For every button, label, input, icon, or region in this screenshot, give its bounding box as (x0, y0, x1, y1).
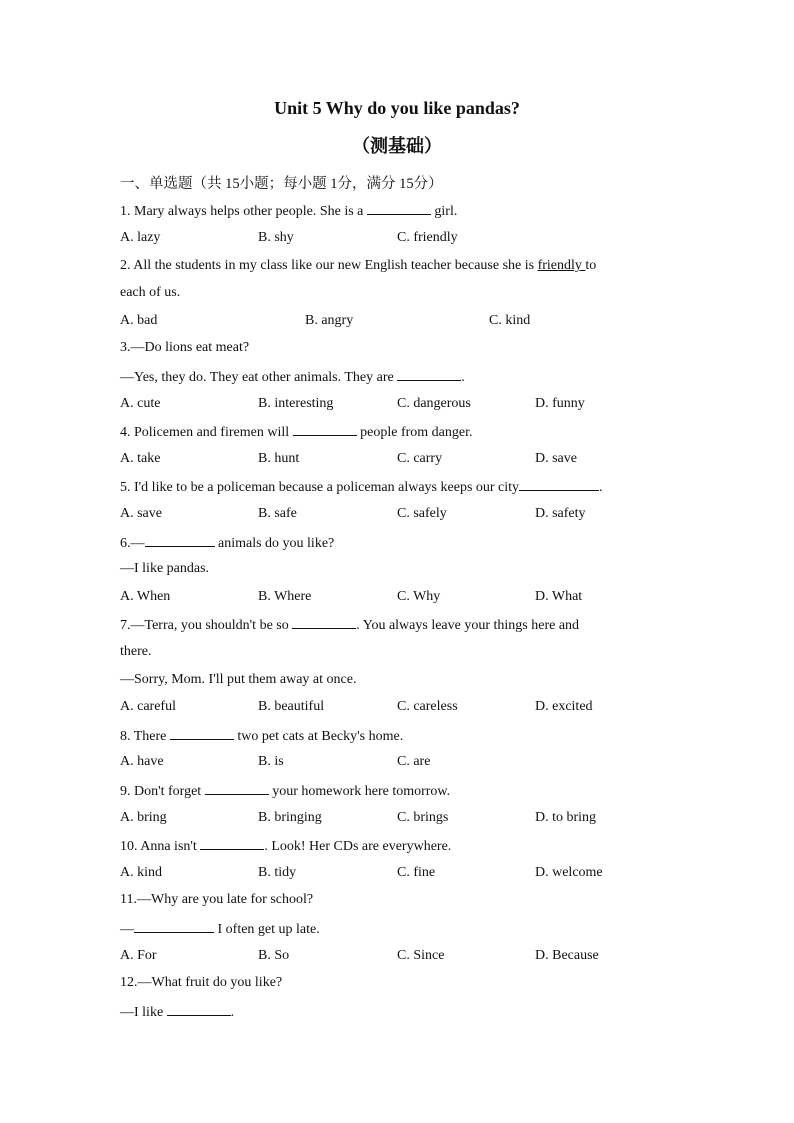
answer-blank (292, 616, 356, 629)
question-7: 7.—Terra, you shouldn't be so . You always leave your things here and (120, 618, 580, 633)
option-d: D. welcome (535, 865, 603, 880)
option-b: B. So (258, 948, 290, 963)
question-3: 3.—Do lions eat meat? (120, 340, 250, 355)
option-c: C. careless (397, 699, 458, 714)
answer-blank (170, 727, 234, 740)
question-12-reply: —I like . (120, 1005, 235, 1020)
option-d: D. excited (535, 699, 593, 714)
answer-blank (167, 1003, 231, 1016)
option-a: A. When (120, 589, 171, 604)
option-a: A. For (120, 948, 157, 963)
question-6: 6.— animals do you like? (120, 536, 335, 551)
option-d: D. Because (535, 948, 599, 963)
answer-blank (145, 534, 215, 547)
underlined-word: friendly (537, 258, 586, 273)
answer-blank (205, 782, 269, 795)
option-b: B. interesting (258, 396, 334, 411)
page-subtitle: （测基础） (352, 136, 442, 156)
question-11: 11.—Why are you late for school? (120, 892, 314, 907)
question-10: 10. Anna isn't . Look! Her CDs are everywhere. (120, 839, 452, 854)
page-title: Unit 5 Why do you like pandas? (274, 98, 520, 118)
option-b: B. shy (258, 230, 294, 245)
option-c: C. are (397, 754, 431, 769)
answer-blank (367, 202, 431, 215)
option-d: D. What (535, 589, 583, 604)
question-1: 1. Mary always helps other people. She is a girl. (120, 204, 458, 219)
option-c: C. brings (397, 810, 449, 825)
answer-blank (519, 478, 599, 491)
option-b: B. bringing (258, 810, 322, 825)
option-b: B. Where (258, 589, 312, 604)
answer-blank (293, 423, 357, 436)
option-b: B. safe (258, 506, 297, 521)
option-d: D. funny (535, 396, 585, 411)
question-11-reply: — I often get up late. (120, 922, 320, 937)
option-b: B. beautiful (258, 699, 325, 714)
option-a: A. cute (120, 396, 161, 411)
option-b: B. is (258, 754, 284, 769)
option-c: C. fine (397, 865, 436, 880)
answer-blank (200, 837, 264, 850)
answer-blank (397, 368, 461, 381)
option-d: D. save (535, 451, 577, 466)
option-b: B. angry (305, 313, 354, 328)
option-a: A. kind (120, 865, 162, 880)
question-6-reply: —I like pandas. (120, 561, 210, 576)
question-4: 4. Policemen and firemen will people from danger. (120, 425, 473, 440)
question-8: 8. There two pet cats at Becky's home. (120, 729, 404, 744)
question-12: 12.—What fruit do you like? (120, 975, 283, 990)
question-3-reply: —Yes, they do. They eat other animals. They are . (120, 370, 465, 385)
option-c: C. kind (489, 313, 531, 328)
option-c: C. friendly (397, 230, 458, 245)
option-c: C. safely (397, 506, 447, 521)
option-a: A. save (120, 506, 162, 521)
question-7-continued: there. (120, 644, 152, 659)
option-d: D. to bring (535, 810, 597, 825)
option-c: C. Since (397, 948, 445, 963)
option-b: B. hunt (258, 451, 300, 466)
answer-blank (134, 920, 214, 933)
question-2: 2. All the students in my class like our new English teacher because she is friendly to (120, 258, 597, 273)
question-2-continued: each of us. (120, 285, 181, 300)
question-7-reply: —Sorry, Mom. I'll put them away at once. (120, 672, 357, 687)
option-c: C. dangerous (397, 396, 471, 411)
option-a: A. bring (120, 810, 167, 825)
question-5: 5. I'd like to be a policeman because a policeman always keeps our city . (120, 480, 603, 495)
question-9: 9. Don't forget your homework here tomorrow. (120, 784, 451, 799)
option-a: A. have (120, 754, 164, 769)
option-a: A. careful (120, 699, 176, 714)
option-a: A. lazy (120, 230, 161, 245)
option-b: B. tidy (258, 865, 297, 880)
option-c: C. Why (397, 589, 441, 604)
section-heading: 一、单选题（共 15小题；每小题 1分，满分 15分） (120, 176, 443, 192)
option-a: A. bad (120, 313, 158, 328)
option-a: A. take (120, 451, 161, 466)
option-d: D. safety (535, 506, 586, 521)
option-c: C. carry (397, 451, 443, 466)
